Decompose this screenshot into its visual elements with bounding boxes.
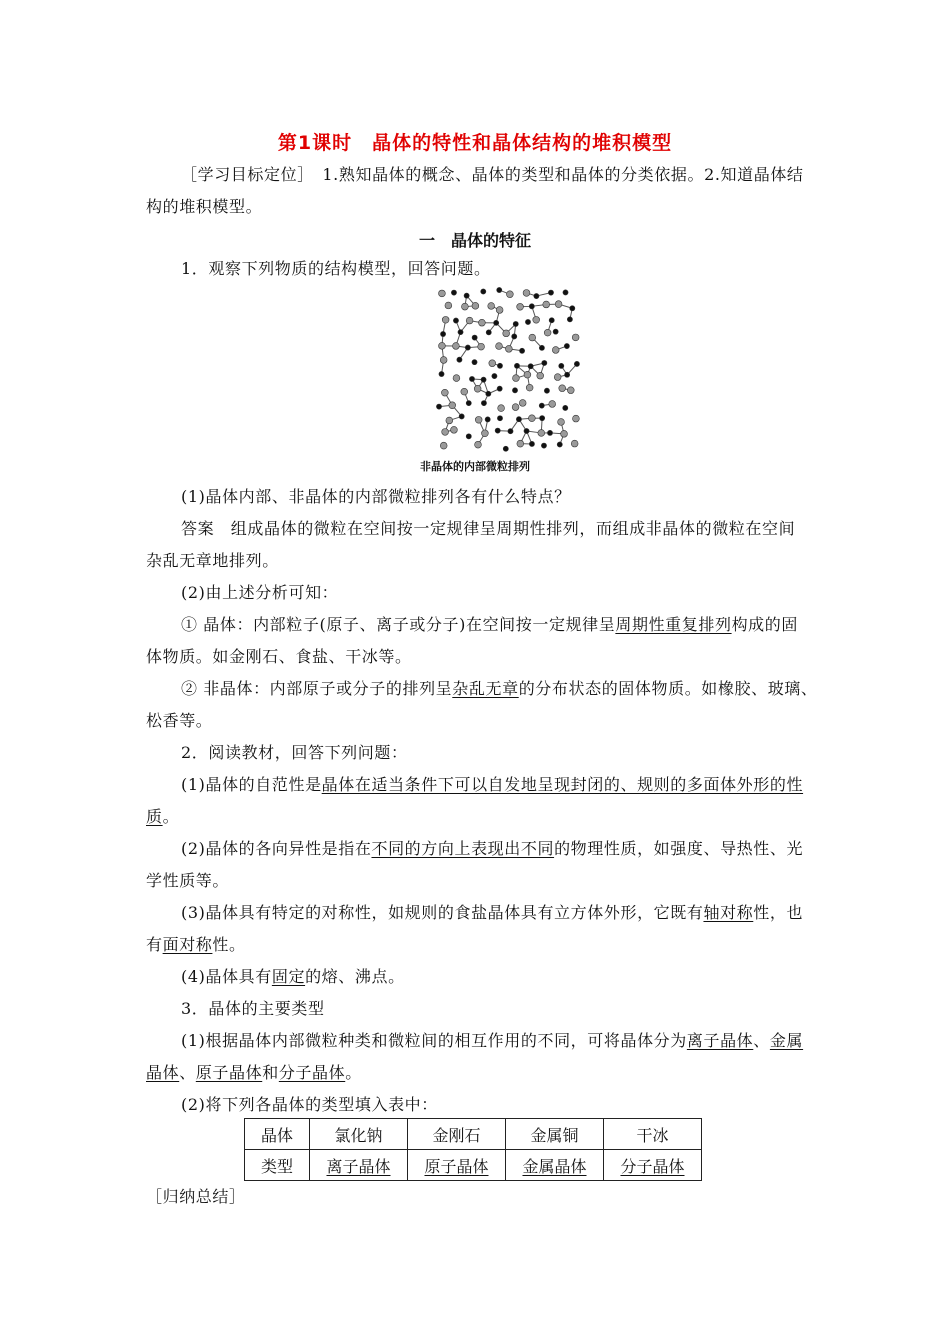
table-cell	[408, 1150, 506, 1181]
grey-particle	[571, 440, 578, 447]
self-shaping-property-line2: 质。	[146, 807, 180, 826]
dark-particle	[497, 386, 502, 391]
grey-particle	[543, 301, 550, 308]
summary-label: ［归纳总结］	[146, 1187, 246, 1206]
grey-particle	[496, 343, 503, 350]
grey-particle	[552, 347, 559, 354]
figure-caption: 非晶体的内部微粒排列	[420, 460, 530, 473]
amorphous-definition-line2: 松香等。	[146, 711, 213, 730]
dark-particle	[481, 289, 486, 294]
dark-particle	[516, 417, 521, 422]
answer-blank: 固定	[271, 967, 306, 986]
answer-blank: 离子晶体	[686, 1031, 754, 1050]
grey-particle	[572, 334, 579, 341]
grey-particle	[451, 426, 458, 433]
grey-particle	[445, 302, 452, 309]
dark-particle	[465, 345, 470, 350]
dark-particle	[574, 361, 579, 366]
grey-particle	[554, 374, 561, 381]
grey-particle	[526, 384, 533, 391]
answer-blank: 轴对称	[703, 903, 754, 922]
dark-particle	[567, 317, 572, 322]
grey-particle	[498, 405, 505, 412]
dark-particle	[439, 371, 444, 376]
dark-particle	[497, 287, 502, 292]
dark-particle	[466, 401, 471, 406]
dark-particle	[508, 429, 513, 434]
answer-blank: 周期性重复排列	[615, 615, 732, 634]
question-3-2: (2)将下列各晶体的类型填入表中：	[181, 1095, 438, 1114]
dark-particle	[440, 331, 445, 336]
symmetry-property-line2: 有面对称性。	[146, 935, 246, 954]
grey-particle	[558, 419, 565, 426]
crystal-type-table	[244, 1118, 702, 1181]
section-heading: 一 晶体的特征	[418, 231, 531, 250]
dark-particle	[486, 330, 491, 335]
grey-particle	[440, 442, 447, 449]
answer-blank: 晶体	[146, 1063, 180, 1082]
dark-particle	[549, 318, 554, 323]
dark-particle	[469, 376, 474, 381]
table-cell: 金刚石	[408, 1119, 506, 1150]
page-title: 第1课时 晶体的特性和晶体结构的堆积模型	[277, 132, 673, 154]
table-cell: 类型	[245, 1150, 310, 1181]
dark-particle	[453, 318, 458, 323]
answer-line2: 杂乱无章地排列。	[146, 551, 279, 570]
grey-particle	[461, 388, 468, 395]
grey-particle	[453, 375, 460, 382]
grey-particle	[440, 357, 447, 364]
question-3: 3．晶体的主要类型	[181, 999, 325, 1018]
dark-particle	[486, 391, 491, 396]
grey-particle	[505, 345, 512, 352]
grey-particle	[561, 430, 568, 437]
dark-particle	[519, 348, 524, 353]
dark-particle	[485, 417, 490, 422]
grey-particle	[573, 415, 580, 422]
dark-particle	[525, 319, 530, 324]
grey-particle	[533, 316, 540, 323]
table-row	[245, 1150, 702, 1181]
question-1-1: (1)晶体内部、非晶体的内部微粒排列各有什么特点？	[181, 487, 571, 506]
grey-particle	[482, 430, 489, 437]
learning-objective-line2: 构的堆积模型。	[146, 197, 263, 216]
grey-particle	[466, 317, 473, 324]
answer-blank: 离子晶体	[326, 1156, 391, 1176]
grey-particle	[439, 342, 446, 349]
question-2: 2．阅读教材，回答下列问题：	[181, 743, 408, 762]
dark-particle	[542, 360, 547, 365]
dark-particle	[481, 401, 486, 406]
dark-particle	[539, 403, 544, 408]
dark-particle	[492, 373, 497, 378]
grey-particle	[496, 307, 503, 314]
grey-particle	[567, 387, 574, 394]
dark-particle	[503, 446, 508, 451]
grey-particle	[512, 404, 519, 411]
dark-particle	[458, 330, 463, 335]
grey-particle	[538, 430, 545, 437]
self-shaping-property: (1)晶体的自范性是晶体在适当条件下可以自发地呈现封闭的、规则的多面体外形的性	[181, 775, 804, 794]
crystal-types-statement-line2: 晶体、原子晶体和分子晶体。	[146, 1063, 362, 1082]
dark-particle	[559, 363, 564, 368]
grey-particle	[474, 385, 481, 392]
dark-particle	[472, 335, 477, 340]
amorphous-definition: ② 非晶体：内部原子或分子的排列呈杂乱无章的分布状态的固体物质。如橡胶、玻璃、	[181, 679, 818, 698]
dark-particle	[541, 443, 546, 448]
grey-particle	[442, 429, 449, 436]
answer-blank: 面对称	[162, 935, 213, 954]
question-1: 1．观察下列物质的结构模型，回答问题。	[181, 259, 491, 278]
table-cell: 干冰	[604, 1119, 702, 1150]
dark-particle	[529, 304, 534, 309]
grey-particle	[472, 302, 479, 309]
grey-particle	[441, 389, 448, 396]
grey-particle	[478, 319, 485, 326]
dark-particle	[436, 404, 441, 409]
table-cell	[310, 1150, 408, 1181]
grey-particle	[544, 329, 551, 336]
dark-particle	[497, 416, 502, 421]
grey-particle	[442, 316, 449, 323]
grey-particle	[513, 375, 520, 382]
dark-particle	[451, 290, 456, 295]
grey-particle	[449, 402, 456, 409]
anisotropy-property-line2: 学性质等。	[146, 871, 230, 890]
dark-particle	[565, 372, 570, 377]
crystal-definition-line2: 体物质。如金刚石、食盐、干冰等。	[146, 647, 412, 666]
grey-particle	[519, 400, 526, 407]
dark-particle	[472, 360, 477, 365]
answer-blank: 金属晶体	[522, 1156, 587, 1176]
answer-blank: 原子晶体	[424, 1156, 489, 1176]
table-cell	[604, 1150, 702, 1181]
answer-blank: 分子晶体	[278, 1063, 346, 1082]
dark-particle	[544, 388, 549, 393]
dark-particle	[495, 428, 500, 433]
crystal-definition: ① 晶体：内部粒子(原子、离子或分子)在空间按一定规律呈周期性重复排列构成的固	[181, 615, 798, 634]
dark-particle	[539, 345, 544, 350]
dark-particle	[481, 377, 486, 382]
grey-particle	[517, 440, 524, 447]
grey-particle	[506, 291, 513, 298]
symmetry-property: (3)晶体具有特定的对称性，如规则的食盐晶体具有立方体外形，它既有轴对称性，也	[181, 903, 804, 922]
dark-particle	[564, 343, 569, 348]
grey-particle	[529, 334, 536, 341]
grey-particle	[478, 343, 485, 350]
dark-particle	[524, 428, 529, 433]
grey-particle	[549, 401, 556, 408]
grey-particle	[537, 372, 544, 379]
amorphous-structure-diagram	[432, 285, 582, 485]
grey-particle	[446, 417, 453, 424]
dark-particle	[513, 321, 518, 326]
dark-particle	[534, 293, 539, 298]
dark-particle	[497, 363, 502, 368]
dark-particle	[457, 357, 462, 362]
answer-blank: 分子晶体	[620, 1156, 685, 1176]
dark-particle	[464, 293, 469, 298]
grey-particle	[528, 415, 535, 422]
question-1-2: (2)由上述分析可知：	[181, 583, 339, 602]
learning-objective-line1: ［学习目标定位］ 1.熟知晶体的概念、晶体的类型和晶体的分类依据。2.知道晶体结	[181, 165, 804, 184]
dark-particle	[528, 364, 533, 369]
grey-particle	[555, 301, 562, 308]
answer-blank: 质	[146, 807, 163, 826]
answer-blank: 不同的方向上表现出不同	[371, 839, 555, 858]
dark-particle	[529, 441, 534, 446]
grey-particle	[559, 385, 566, 392]
dark-particle	[512, 334, 517, 339]
dark-particle	[557, 442, 562, 447]
table-row	[245, 1119, 702, 1150]
grey-particle	[475, 416, 482, 423]
grey-particle	[488, 303, 495, 310]
dark-particle	[540, 416, 545, 421]
anisotropy-property: (2)晶体的各向异性是指在不同的方向上表现出不同的物理性质，如强度、导热性、光	[181, 839, 804, 858]
dark-particle	[570, 306, 575, 311]
dark-particle	[494, 320, 499, 325]
grey-particle	[439, 290, 446, 297]
table-cell	[506, 1150, 604, 1181]
grey-particle	[475, 441, 482, 448]
answer-blank: 原子晶体	[195, 1063, 263, 1082]
dark-particle	[553, 329, 558, 334]
grey-particle	[453, 343, 460, 350]
dark-particle	[563, 290, 568, 295]
table-cell: 晶体	[245, 1119, 310, 1150]
melting-point-property: (4)晶体具有固定的熔、沸点。	[181, 967, 405, 986]
dark-particle	[459, 414, 464, 419]
grey-particle	[489, 360, 496, 367]
dark-particle	[547, 430, 552, 435]
dark-particle	[514, 363, 519, 368]
table-cell: 金属铜	[506, 1119, 604, 1150]
crystal-types-statement: (1)根据晶体内部微粒种类和微粒间的相互作用的不同，可将晶体分为离子晶体、金属	[181, 1031, 804, 1050]
answer-line1: 答案 组成晶体的微粒在空间按一定规律呈周期性排列，而组成非晶体的微粒在空间	[181, 519, 796, 538]
grey-particle	[524, 371, 531, 378]
grey-particle	[503, 330, 510, 337]
grey-particle	[523, 290, 530, 297]
answer-blank: 金属	[769, 1031, 804, 1050]
answer-blank: 杂乱无章	[452, 679, 519, 698]
answer-blank: 晶体在适当条件下可以自发地呈现封闭的、规则的多面体外形的性	[321, 775, 804, 794]
dark-particle	[512, 388, 517, 393]
table-cell: 氯化钠	[310, 1119, 408, 1150]
grey-particle	[517, 303, 524, 310]
dark-particle	[563, 405, 568, 410]
dark-particle	[466, 434, 471, 439]
grey-particle	[461, 303, 468, 310]
dark-particle	[548, 290, 553, 295]
